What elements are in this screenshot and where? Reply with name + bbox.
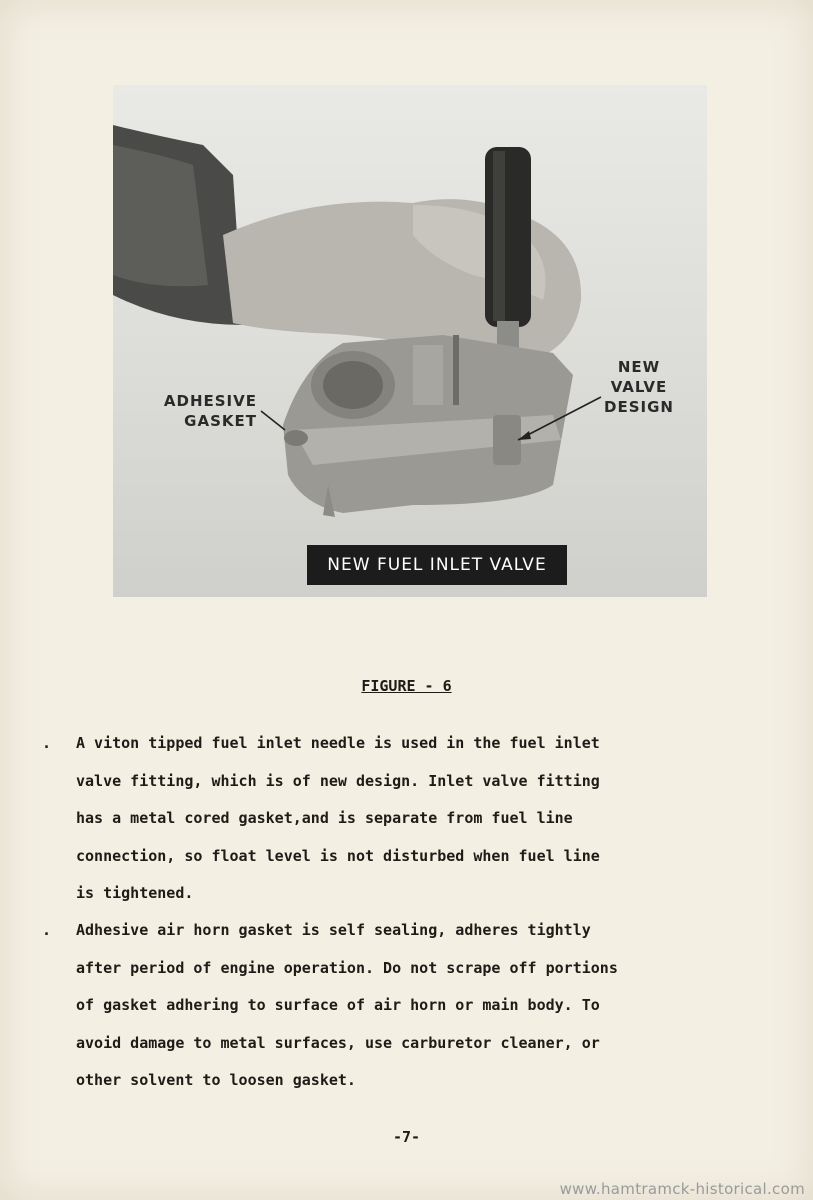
bullet-item [42, 725, 772, 913]
watermark-text: www.hamtramck-historical.com [559, 1180, 805, 1198]
bullet-text: A viton tipped fuel inlet needle is used in the fuel inlet valve fitting, which is of new design. Inlet valve fitting has a metal cored gasket,and is separate from fuel line connection, so float level is not disturbed when fuel line is tightened. [76, 734, 600, 902]
bullet-text: Adhesive air horn gasket is self sealing, adheres tightly after period of engine operation. Do not scrape off portions of gasket adhering to surface of air horn or main body. To avoid damage to metal surfaces, use carburetor cleaner, or other solvent to loosen gasket. [76, 921, 618, 1089]
bullet-item [42, 912, 772, 1100]
figure-label: FIGURE - 6 [361, 677, 452, 695]
bullet-dot: . [42, 921, 52, 939]
photo-caption: NEW FUEL INLET VALVE [307, 545, 567, 585]
callout-new-valve-design: NEW VALVE DESIGN [604, 358, 674, 416]
page-number: -7- [392, 1128, 421, 1146]
bullet-dot: . [42, 734, 52, 752]
callout-adhesive-gasket: ADHESIVE GASKET [163, 392, 257, 430]
carburetor-illustration [113, 85, 707, 597]
figure-photo [113, 85, 707, 597]
